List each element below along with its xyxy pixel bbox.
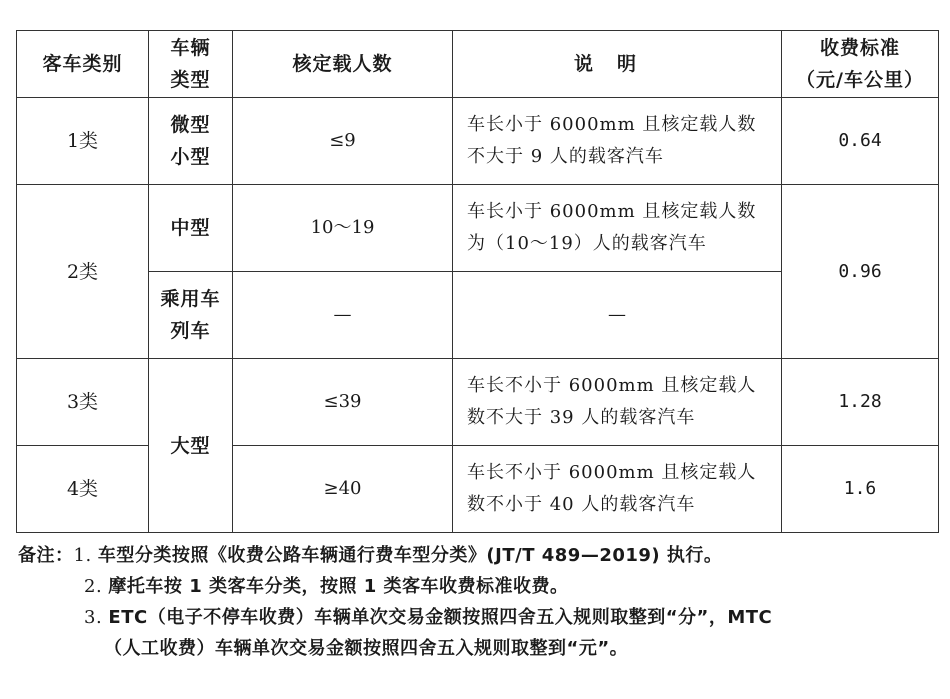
category-cell: 1类 <box>17 98 149 185</box>
fee-cell: 0.96 <box>782 185 939 359</box>
category-cell: 3类 <box>17 359 149 446</box>
category-cell: 4类 <box>17 446 149 533</box>
note-number: 2. <box>84 576 103 597</box>
vehicle-type-cell <box>149 272 233 359</box>
fee-standard-table <box>16 30 939 533</box>
description-cell: 车长小于 6000mm 且核定载人数为（10～19）人的载客汽车 <box>453 185 782 272</box>
note-item-2 <box>18 571 938 602</box>
seats-cell: ≤39 <box>233 359 453 446</box>
header-fee-line2: （元/车公里） <box>796 69 924 91</box>
table-row <box>17 98 939 185</box>
note-item-1 <box>18 540 938 571</box>
seats-cell: ≥40 <box>233 446 453 533</box>
note-item-3 <box>18 602 938 633</box>
vehicle-type-cell: 大型 <box>149 359 233 533</box>
notes-label: 备注： <box>18 545 74 566</box>
note-text: ETC（电子不停车收费）车辆单次交易金额按照四舍五入规则取整到“分”，MTC <box>108 607 773 628</box>
header-row <box>17 31 939 98</box>
description-cell: 车长不小于 6000mm 且核定载人数不大于 39 人的载客汽车 <box>453 359 782 446</box>
header-vehicle-type-line1: 车辆 <box>170 37 211 59</box>
vehicle-type-line2: 小型 <box>170 146 211 168</box>
header-vehicle-type <box>149 31 233 98</box>
description-cell: — <box>453 272 782 359</box>
note-text: 车型分类按照《收费公路车辆通行费车型分类》(JT/T 489—2019) 执行。 <box>97 545 723 566</box>
vehicle-type-line1: 乘用车 <box>160 288 221 310</box>
vehicle-type-cell <box>149 98 233 185</box>
description-cell: 车长不小于 6000mm 且核定载人数不小于 40 人的载客汽车 <box>453 446 782 533</box>
header-fee-line1: 收费标准 <box>819 37 900 59</box>
table-row <box>17 185 939 272</box>
header-fee <box>782 31 939 98</box>
table-row <box>17 359 939 446</box>
header-description: 说明 <box>453 31 782 98</box>
note-item-3-continuation <box>18 633 938 664</box>
category-cell: 2类 <box>17 185 149 359</box>
header-vehicle-type-line2: 类型 <box>170 69 211 91</box>
vehicle-type-line2: 列车 <box>170 320 211 342</box>
vehicle-type-cell: 中型 <box>149 185 233 272</box>
fee-cell: 0.64 <box>782 98 939 185</box>
header-category: 客车类别 <box>17 31 149 98</box>
seats-cell: ≤9 <box>233 98 453 185</box>
note-number: 1. <box>73 545 92 566</box>
note-text: 摩托车按 1 类客车分类，按照 1 类客车收费标准收费。 <box>108 576 569 597</box>
vehicle-type-line1: 微型 <box>170 114 211 136</box>
fee-cell: 1.6 <box>782 446 939 533</box>
seats-cell: 10～19 <box>233 185 453 272</box>
description-cell: 车长小于 6000mm 且核定载人数不大于 9 人的载客汽车 <box>453 98 782 185</box>
header-seats: 核定载人数 <box>233 31 453 98</box>
fee-cell: 1.28 <box>782 359 939 446</box>
note-text-continuation: （人工收费）车辆单次交易金额按照四舍五入规则取整到“元”。 <box>104 638 629 659</box>
notes-section <box>18 540 938 664</box>
note-number: 3. <box>84 607 103 628</box>
seats-cell: — <box>233 272 453 359</box>
